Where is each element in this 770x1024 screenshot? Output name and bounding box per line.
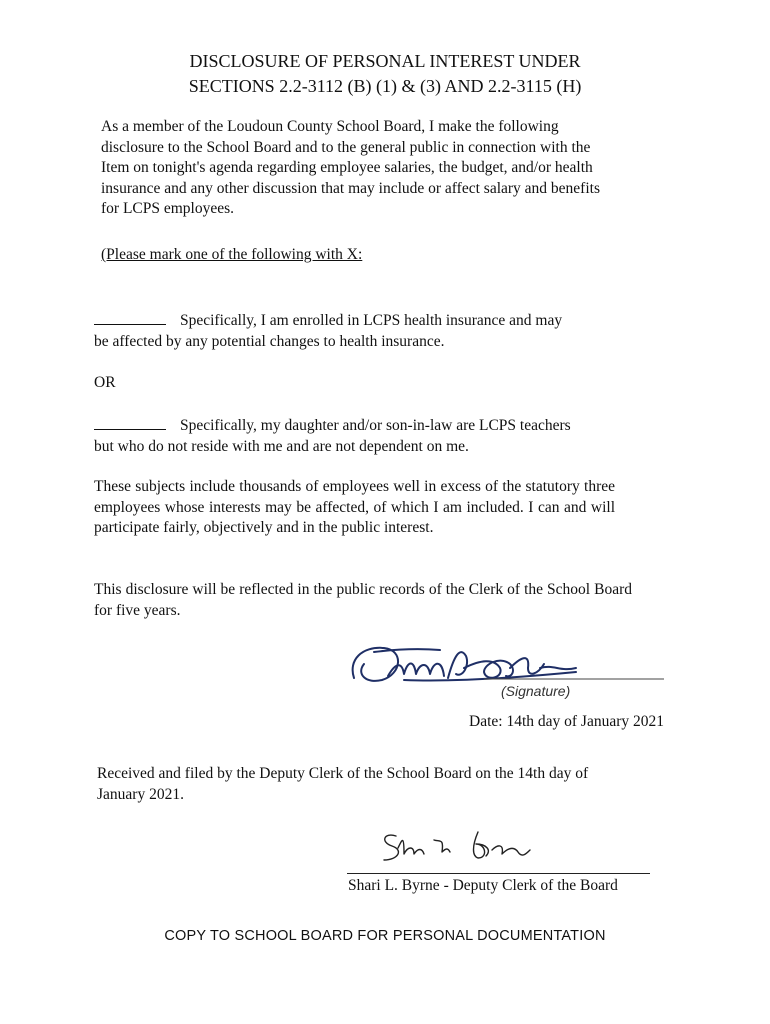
intro-line: for LCPS employees. <box>101 200 235 217</box>
signature-caption: (Signature) <box>501 683 571 699</box>
clerk-signature <box>374 824 534 870</box>
option-family-teachers-text: Specifically, my daughter and/or son-in-law are LCPS teachers <box>180 417 571 434</box>
intro-line: Item on tonight's agenda regarding employee salaries, the budget, and/or health <box>101 159 593 176</box>
option-health-insurance <box>94 310 694 352</box>
date-line: Date: 14th day of January 2021 <box>469 713 664 730</box>
clerk-signature-line <box>347 873 650 874</box>
option-family-teachers-checkbox-blank[interactable] <box>94 415 166 430</box>
received-line: Received and filed by the Deputy Clerk of the School Board on the 14th day of <box>97 765 589 782</box>
document-title-line2: SECTIONS 2.2-3112 (B) (1) & (3) AND 2.2-3115 (H) <box>188 76 582 96</box>
or-label: OR <box>94 374 116 391</box>
received-paragraph <box>97 764 697 805</box>
received-line: January 2021. <box>97 785 184 803</box>
signature-scribble <box>344 638 666 700</box>
intro-line: As a member of the Loudoun County School Board, I make the following <box>101 118 559 135</box>
option-health-insurance-text: Specifically, I am enrolled in LCPS health insurance and may <box>180 312 563 329</box>
member-signature <box>344 638 666 700</box>
document-title-line1: DISCLOSURE OF PERSONAL INTEREST UNDER <box>189 51 581 71</box>
clerk-name-title: Shari L. Byrne - Deputy Clerk of the Board <box>348 877 618 894</box>
instruction-text: (Please mark one of the following with X: <box>101 246 363 263</box>
option-family-teachers-text-cont: but who do not reside with me and are not dependent on me. <box>94 437 469 455</box>
intro-line: disclosure to the School Board and to the general public in connection with the <box>101 138 591 156</box>
subjects-paragraph: These subjects include thousands of employees well in excess of the statutory three employees whose interests may be affected, of which I am included. I can and will participate fairly, objectively and in the public interest. <box>94 478 615 536</box>
footer-note: COPY TO SCHOOL BOARD FOR PERSONAL DOCUMENTATION <box>164 928 606 944</box>
intro-line: insurance and any other discussion that may include or affect salary and benefits <box>101 179 600 197</box>
records-paragraph: This disclosure will be reflected in the public records of the Clerk of the School Board for five years. <box>94 581 632 619</box>
intro-paragraph <box>101 117 701 220</box>
clerk-signature-scribble <box>374 824 534 870</box>
option-health-insurance-text-cont: be affected by any potential changes to health insurance. <box>94 332 445 350</box>
option-health-insurance-checkbox-blank[interactable] <box>94 310 166 325</box>
option-family-teachers <box>94 415 694 457</box>
